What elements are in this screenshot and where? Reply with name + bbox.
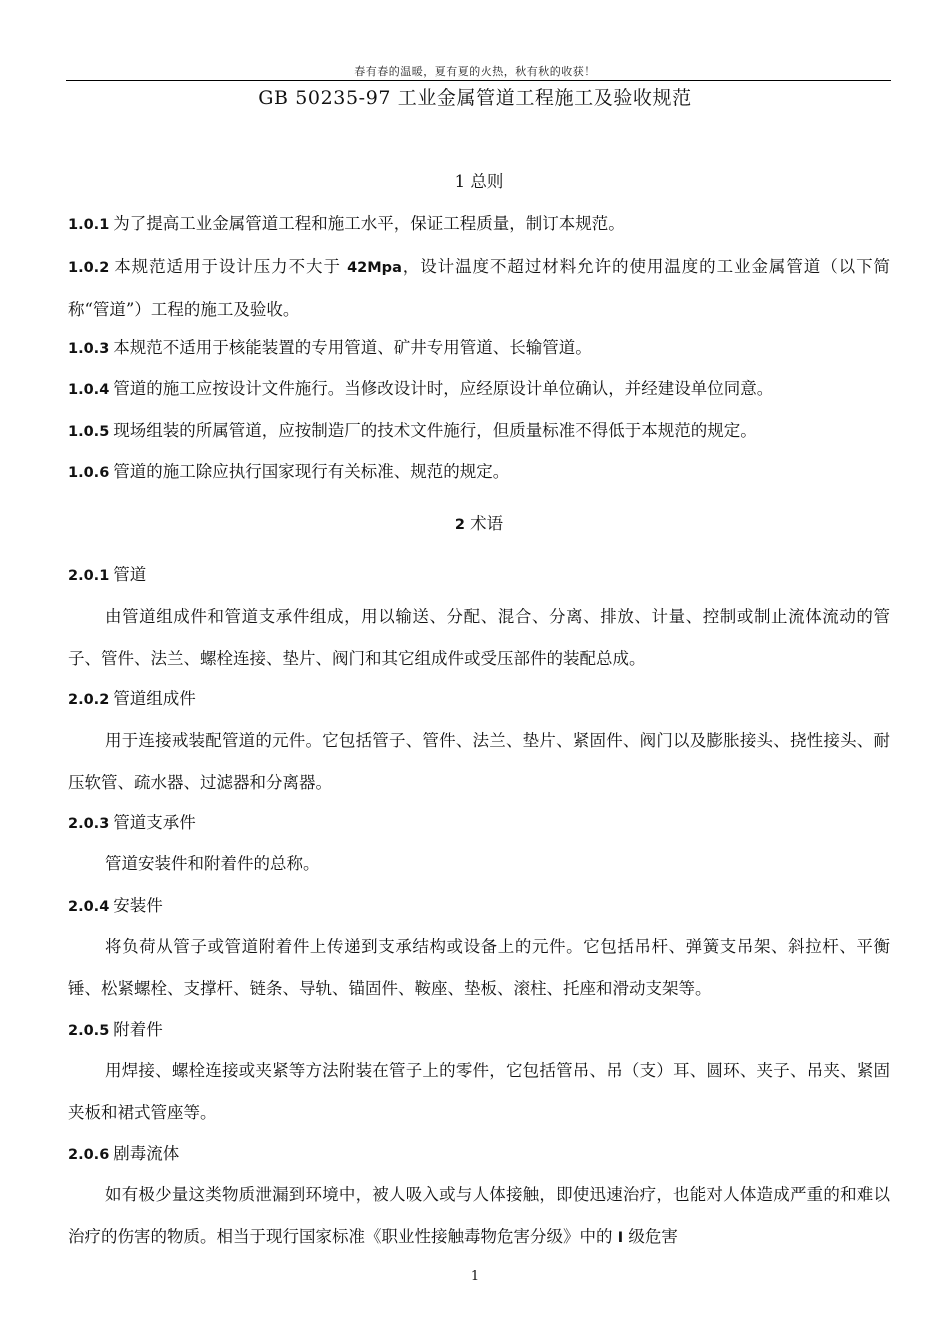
- term-number: 2.0.6: [68, 1147, 110, 1163]
- pressure-value: 42Mpa: [347, 260, 402, 276]
- definition-text: 如有极少量这类物质泄漏到环境中，被人吸入或与人体接触，即使迅速治疗，也能对人体造成严重的和难以治疗的伤害的物质。相当于现行国家标准《职业性接触毒物危害分级》中的: [68, 1185, 890, 1246]
- term-2-0-3-definition: 管道安装件和附着件的总称。: [105, 854, 320, 873]
- clause-text-continued: ，设计温度不超过材料允许的使用温度的工业金属管道（以下简称“管道”）工程的施工及验收。: [68, 257, 891, 319]
- clause-text: 管道的施工应按设计文件施行。当修改设计时，应经原设计单位确认，并经建设单位同意。: [113, 379, 774, 398]
- term-name: 剧毒流体: [113, 1144, 180, 1163]
- term-2-0-5-heading: [68, 1009, 890, 1052]
- clause-text: 现场组装的所属管道，应按制造厂的技术文件施行，但质量标准不得低于本规范的规定。: [113, 421, 757, 440]
- document-title: GB 50235-97 工业金属管道工程施工及验收规范: [258, 87, 692, 109]
- term-2-0-2-heading: [68, 678, 890, 721]
- term-number: 2.0.1: [68, 568, 110, 584]
- clause-1-0-4: [68, 368, 890, 411]
- clause-number: 1.0.3: [68, 341, 110, 357]
- clause-1-0-5: [68, 410, 890, 453]
- term-2-0-4-heading: [68, 885, 890, 928]
- term-name: 管道支承件: [113, 813, 196, 832]
- clause-1-0-2: [68, 246, 890, 331]
- term-2-0-1-definition: 由管道组成件和管道支承件组成，用以输送、分配、混合、分离、排放、计量、控制或制止流体流动的管子、管件、法兰、螺栓连接、垫片、阀门和其它组成件或受压部件的装配总成。: [68, 607, 890, 668]
- clause-number: 1.0.4: [68, 382, 110, 398]
- term-number: 2.0.2: [68, 692, 110, 708]
- term-2-0-6-heading: [68, 1133, 890, 1176]
- term-2-0-6-definition: [68, 1174, 890, 1259]
- clause-number: 1.0.6: [68, 465, 110, 481]
- page-number: 1: [470, 1269, 480, 1284]
- term-2-0-4-definition: 将负荷从管子或管道附着件上传递到支承结构或设备上的元件。它包括吊杆、弹簧支吊架、斜拉杆、平衡锤、松紧螺栓、支撑杆、链条、导轨、锚固件、鞍座、垫板、滚柱、托座和滑动支架等。: [68, 937, 890, 998]
- clause-1-0-3: [68, 327, 890, 370]
- term-number: 2.0.5: [68, 1023, 110, 1039]
- chapter-number: 2: [454, 517, 465, 533]
- chapter-2-heading: [68, 509, 890, 540]
- term-2-0-2-definition: 用于连接戒装配管道的元件。它包括管子、管件、法兰、垫片、紧固件、阀门以及膨胀接头、挠性接头、耐压软管、疏水器、过滤器和分离器。: [68, 731, 890, 792]
- clause-1-0-6: [68, 451, 890, 494]
- clause-text: 本规范不适用于核能装置的专用管道、矿井专用管道、长输管道。: [113, 338, 592, 357]
- hazard-level: I: [617, 1230, 624, 1246]
- clause-text: 管道的施工除应执行国家现行有关标准、规范的规定。: [113, 462, 510, 481]
- clause-number: 1.0.2: [68, 260, 110, 276]
- chapter-1-heading: 1 总则: [454, 172, 504, 191]
- header-rule: [66, 80, 891, 81]
- clause-number: 1.0.1: [68, 217, 110, 233]
- term-name: 管道: [113, 565, 147, 584]
- term-2-0-1-heading: [68, 554, 890, 597]
- term-name: 管道组成件: [113, 689, 196, 708]
- clause-text: 本规范适用于设计压力不大于: [113, 257, 341, 276]
- definition-text-continued: 级危害: [628, 1227, 678, 1246]
- term-2-0-3-heading: [68, 802, 890, 845]
- term-name: 附着件: [113, 1020, 163, 1039]
- clause-number: 1.0.5: [68, 424, 110, 440]
- term-name: 安装件: [113, 896, 163, 915]
- clause-1-0-1: [68, 203, 890, 246]
- term-number: 2.0.4: [68, 899, 110, 915]
- header-motto: 春有春的温暖，夏有夏的火热，秋有秋的收获！: [354, 65, 596, 78]
- term-2-0-5-definition: 用焊接、螺栓连接或夹紧等方法附装在管子上的零件，它包括管吊、吊（支）耳、圆环、夹子、吊夹、紧固夹板和裙式管座等。: [68, 1061, 890, 1122]
- clause-text: 为了提高工业金属管道工程和施工水平，保证工程质量，制订本规范。: [113, 214, 625, 233]
- chapter-title: 术语: [470, 514, 504, 533]
- term-number: 2.0.3: [68, 816, 110, 832]
